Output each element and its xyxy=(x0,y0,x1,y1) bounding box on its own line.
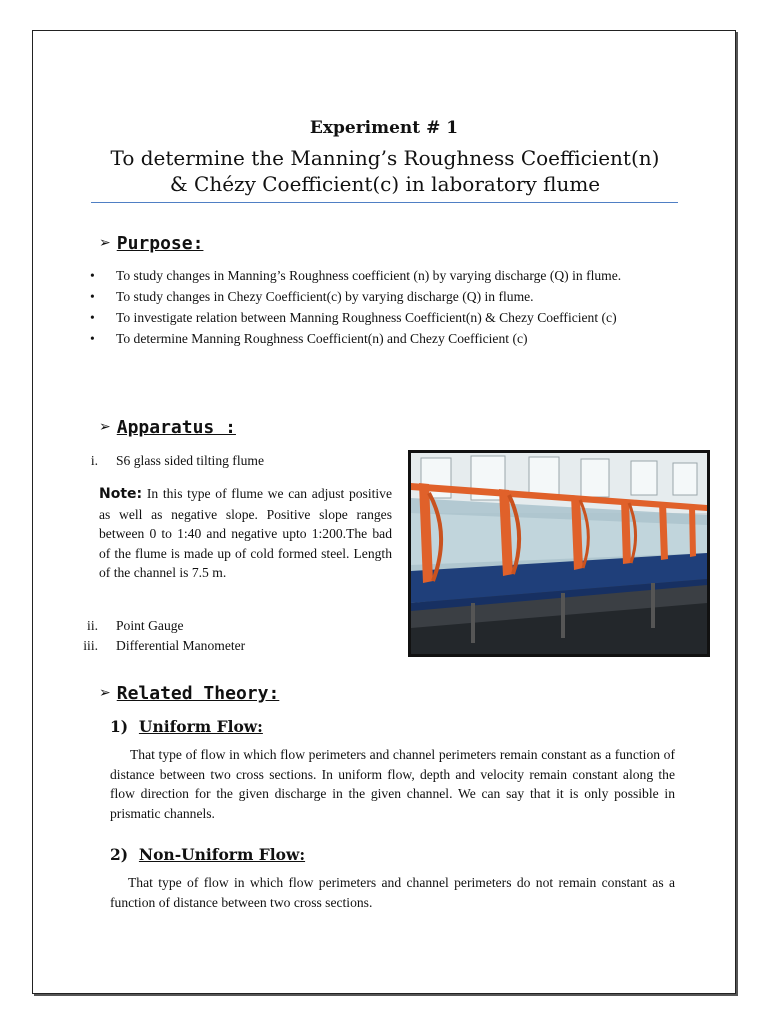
apparatus-heading xyxy=(99,417,236,438)
bullet-dot-icon: • xyxy=(90,289,95,304)
list-item xyxy=(90,329,680,348)
list-item xyxy=(90,266,680,285)
apparatus-heading-text: Apparatus : xyxy=(116,417,236,438)
flume-photo xyxy=(408,450,710,657)
section-title: Non-Uniform Flow: xyxy=(138,845,306,864)
title-line-2: & Chézy Coefficient(c) in laboratory flume xyxy=(169,172,601,196)
apparatus-item-text: Point Gauge xyxy=(116,618,184,633)
arrowhead-bullet-icon: ➢ xyxy=(99,419,111,435)
apparatus-item-number: iii. xyxy=(83,638,98,653)
arrowhead-bullet-icon: ➢ xyxy=(99,685,111,701)
note-label: Note: xyxy=(99,486,143,502)
purpose-item-text: To study changes in Chezy Coefficient(c) by varying discharge (Q) in flume. xyxy=(116,289,534,304)
purpose-list xyxy=(90,266,680,350)
apparatus-item-number: ii. xyxy=(87,618,98,633)
section-number: 2) xyxy=(110,845,129,864)
page-title xyxy=(60,145,710,197)
bullet-dot-icon: • xyxy=(90,331,95,346)
purpose-heading-text: Purpose: xyxy=(116,233,204,254)
apparatus-note xyxy=(99,484,392,583)
purpose-heading xyxy=(99,233,203,254)
uniform-flow-paragraph: That type of flow in which flow perimeters and channel perimeters remain constant as a function of distance between two cross sections. In uniform flow, depth and velocity remain constant along the flow direction for the given discharge in the given channel. We can say that it is only possible in prismatic channels. xyxy=(110,747,675,821)
list-item xyxy=(90,308,680,327)
apparatus-item-text: S6 glass sided tilting flume xyxy=(116,453,265,468)
non-uniform-flow-paragraph: That type of flow in which flow perimeters and channel perimeters do not remain constant as a function of distance between two cross sections. xyxy=(110,875,675,910)
title-underline xyxy=(91,202,678,203)
arrowhead-bullet-icon: ➢ xyxy=(99,235,111,251)
section-title: Uniform Flow: xyxy=(138,717,263,736)
bullet-dot-icon: • xyxy=(90,310,95,325)
note-text: In this type of flume we can adjust positive as well as negative slope. Positive slope ranges between 0 to 1:40 and negative upto 1:200.The bad of the flume is made up of cold formed steel. Length of the channel is 7.5 m. xyxy=(99,486,392,580)
purpose-item-text: To investigate relation between Manning Roughness Coefficient(n) & Chezy Coefficient (c) xyxy=(116,310,617,325)
list-item xyxy=(90,287,680,306)
title-line-1: To determine the Manning’s Roughness Coefficient(n) xyxy=(110,146,660,170)
experiment-number: Experiment # 1 xyxy=(309,118,459,138)
apparatus-item-number: i. xyxy=(90,453,98,468)
theory-heading-text: Related Theory: xyxy=(116,683,280,704)
non-uniform-flow-heading xyxy=(110,845,305,864)
bullet-dot-icon: • xyxy=(90,268,95,283)
uniform-flow-heading xyxy=(110,717,263,736)
purpose-item-text: To study changes in Manning’s Roughness coefficient (n) by varying discharge (Q) in flume. xyxy=(116,268,622,283)
theory-heading xyxy=(99,683,279,704)
purpose-item-text: To determine Manning Roughness Coefficient(n) and Chezy Coefficient (c) xyxy=(116,331,528,346)
apparatus-item-text: Differential Manometer xyxy=(116,638,246,653)
section-number: 1) xyxy=(110,717,129,736)
